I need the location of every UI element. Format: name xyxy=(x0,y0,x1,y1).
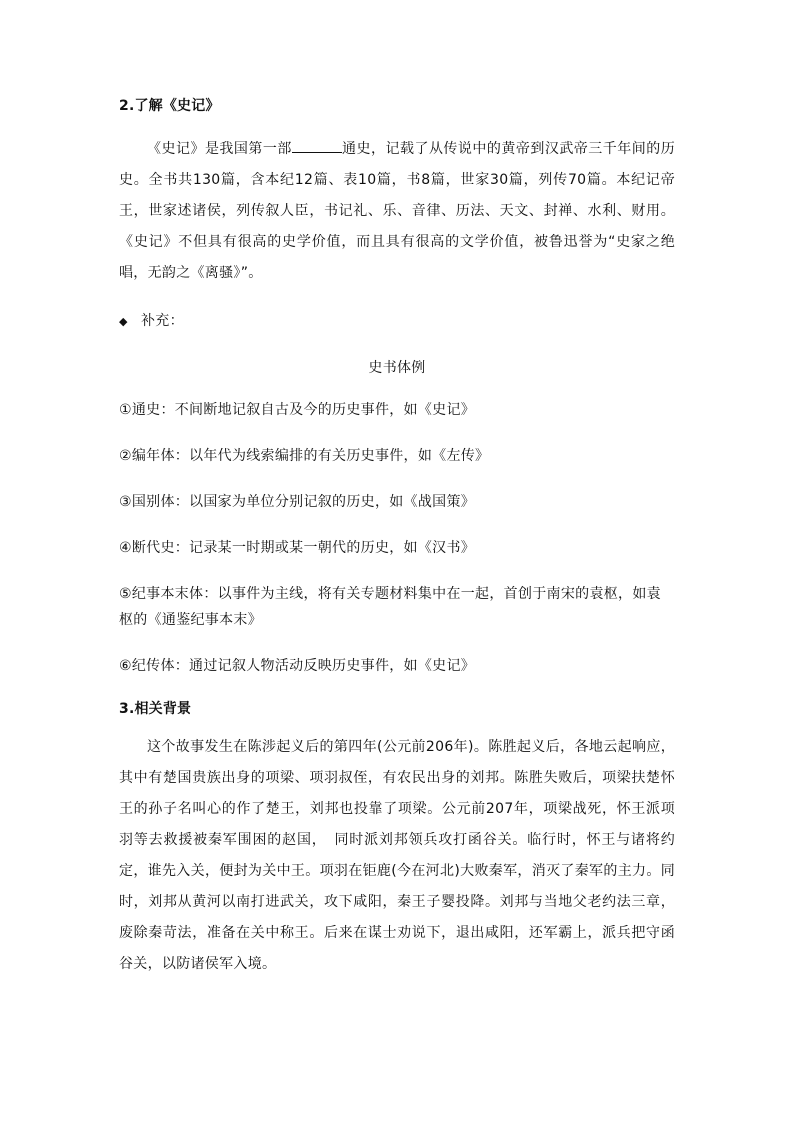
list-item: ②编年体：以年代为线索编排的有关历史事件，如《左传》 xyxy=(119,448,490,464)
fill-in-blank[interactable] xyxy=(292,138,342,153)
list-item: ④断代史：记录某一时期或某一朝代的历史，如《汉书》 xyxy=(119,540,476,556)
supplement-label xyxy=(119,311,675,332)
background-paragraph: 这个故事发生在陈涉起义后的第四年(公元前206年)。陈胜起义后，各地云起响应，其中有楚国贵族出身的项梁、项羽叔侄，有农民出身的刘邦。陈胜失败后，项梁扶楚怀王的孙子名叫心的作了楚王，刘邦也投靠了项梁。公元前207年，项梁战死，怀王派项羽等去救援被秦军围困的赵国， 同时派刘邦领兵攻打函谷关。临行时，怀王与诸将约定，谁先入关，便封为关中王。项羽在钜鹿(今在河北)大败秦军，消灭了秦军的主力。同时，刘邦从黄河以南打进武关，攻下咸阳，秦王子婴投降。刘邦与当地父老约法三章，废除秦苛法，准备在关中称王。后来在谋士劝说下，退出咸阳，还军霸上，派兵把守函谷关，以防诸侯军入境。 xyxy=(119,739,675,972)
section-heading-background: 3.相关背景 xyxy=(119,701,192,717)
intro-text-after-blank: 通史，记载了从传说中的黄帝到汉武帝三千年间的历史。全书共130篇，含本纪12篇、表10篇，书8篇，世家30篇，列传70篇。本纪记帝王，世家述诸侯，列传叙人臣，书记礼、乐、音律、历法、天文、封禅、水利、财用。《史记》不但具有很高的史学价值，而且具有很高的文学价值，被鲁迅誉为“史家之绝唱，无韵之《离骚》”。 xyxy=(119,141,676,281)
supplement-text: 补充： xyxy=(141,313,184,329)
list-item: ③国别体：以国家为单位分别记叙的历史，如《战国策》 xyxy=(119,494,476,510)
list-item: ①通史：不间断地记叙自古及今的历史事件，如《史记》 xyxy=(119,402,476,418)
history-styles-title: 史书体例 xyxy=(368,360,426,376)
shiji-intro-paragraph xyxy=(119,134,675,289)
history-styles-list xyxy=(119,397,675,679)
diamond-bullet-icon: ◆ xyxy=(119,315,128,328)
section-heading-shiji: 2.了解《史记》 xyxy=(119,98,220,114)
document-content xyxy=(119,96,675,980)
intro-text-before-blank: 《史记》是我国第一部 xyxy=(147,141,292,157)
list-item: ⑥纪传体：通过记叙人物活动反映历史事件，如《史记》 xyxy=(119,658,476,674)
list-item: ⑤纪事本末体：以事件为主线，将有关专题材料集中在一起，首创于南宋的袁枢，如袁枢的《通鉴纪事本末》 xyxy=(119,586,661,628)
